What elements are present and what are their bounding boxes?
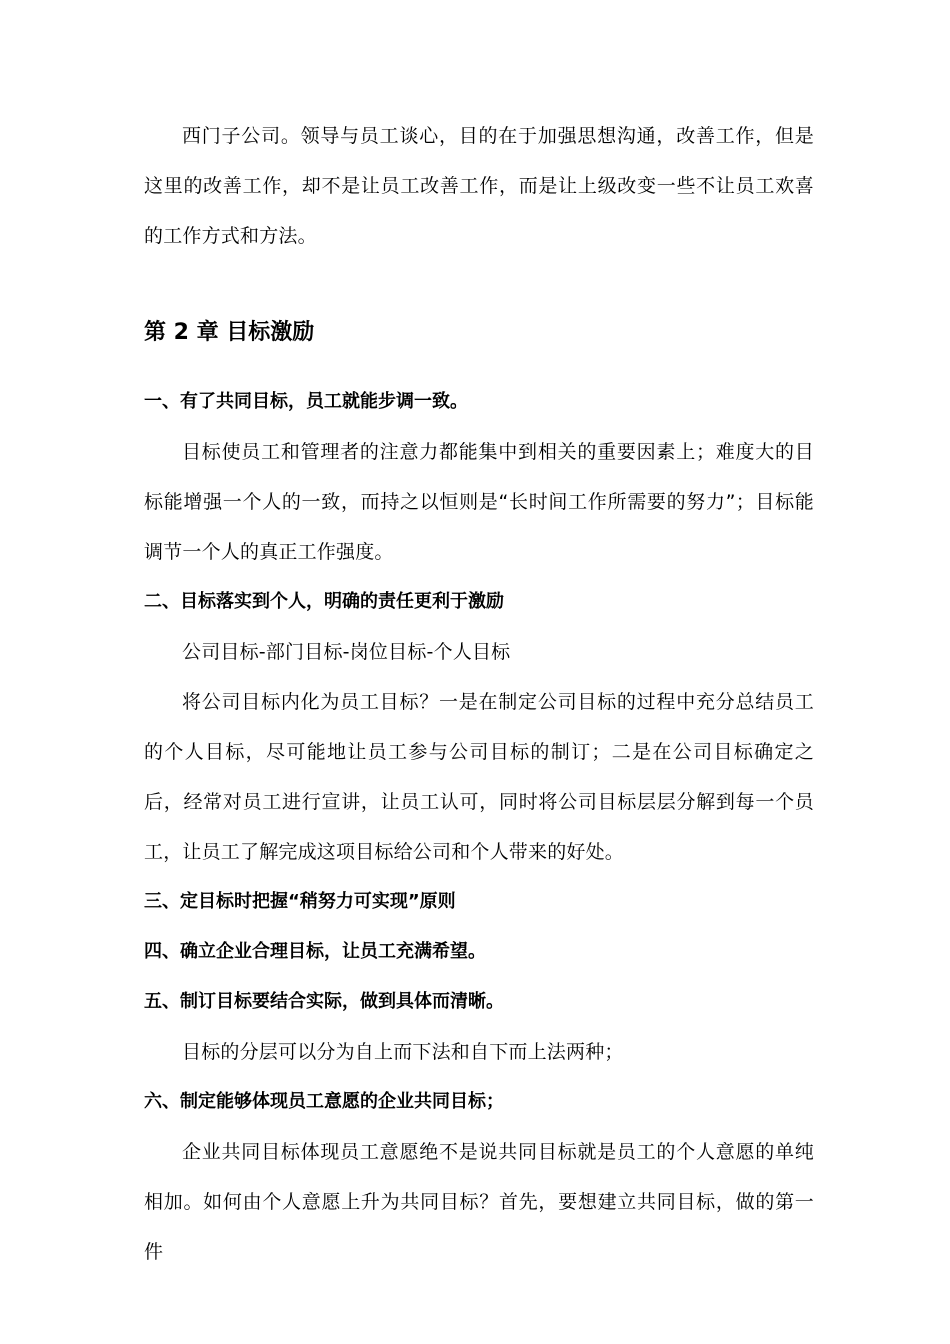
section-heading-4: 四、确立企业合理目标，让员工充满希望。	[144, 941, 486, 962]
section-heading-6: 六、制定能够体现员工意愿的企业共同目标；	[144, 1091, 504, 1112]
section-heading-5: 五、制订目标要结合实际，做到具体而清晰。	[144, 991, 504, 1012]
section-heading-2: 二、目标落实到个人，明确的责任更利于激励	[144, 591, 504, 612]
document-page	[144, 111, 814, 1277]
spacer	[144, 353, 814, 377]
section-heading-3: 三、定目标时把握“稍努力可实现”原则	[144, 891, 456, 912]
section-5-paragraph: 目标的分层可以分为自上而下法和自下而上法两种；	[182, 1041, 624, 1063]
chapter-title: 第 2 章 目标激励	[144, 320, 315, 345]
section-heading-1: 一、有了共同目标，员工就能步调一致。	[144, 391, 468, 412]
intro-paragraph: 西门子公司。领导与员工谈心，目的在于加强思想沟通，改善工作，但是这里的改善工作，却不是让员工改善工作，而是让上级改变一些不让员工欢喜的工作方式和方法。	[144, 125, 814, 247]
section-1-paragraph: 目标使员工和管理者的注意力都能集中到相关的重要因素上；难度大的目标能增强一个人的一致，而持之以恒则是“长时间工作所需要的努力”；目标能调节一个人的真正工作强度。	[144, 441, 814, 563]
spacer	[144, 261, 814, 313]
section-6-paragraph: 企业共同目标体现员工意愿绝不是说共同目标就是员工的个人意愿的单纯相加。如何由个人意愿上升为共同目标？首先，要想建立共同目标，做的第一件	[144, 1141, 814, 1263]
section-2-paragraph-2: 将公司目标内化为员工目标？一是在制定公司目标的过程中充分总结员工的个人目标，尽可能地让员工参与公司目标的制订；二是在公司目标确定之后，经常对员工进行宣讲，让员工认可，同时将公司目标层层分解到每一个员工，让员工了解完成这项目标给公司和个人带来的好处。	[144, 691, 814, 863]
section-2-paragraph-1: 公司目标-部门目标-岗位目标-个人目标	[182, 641, 511, 663]
